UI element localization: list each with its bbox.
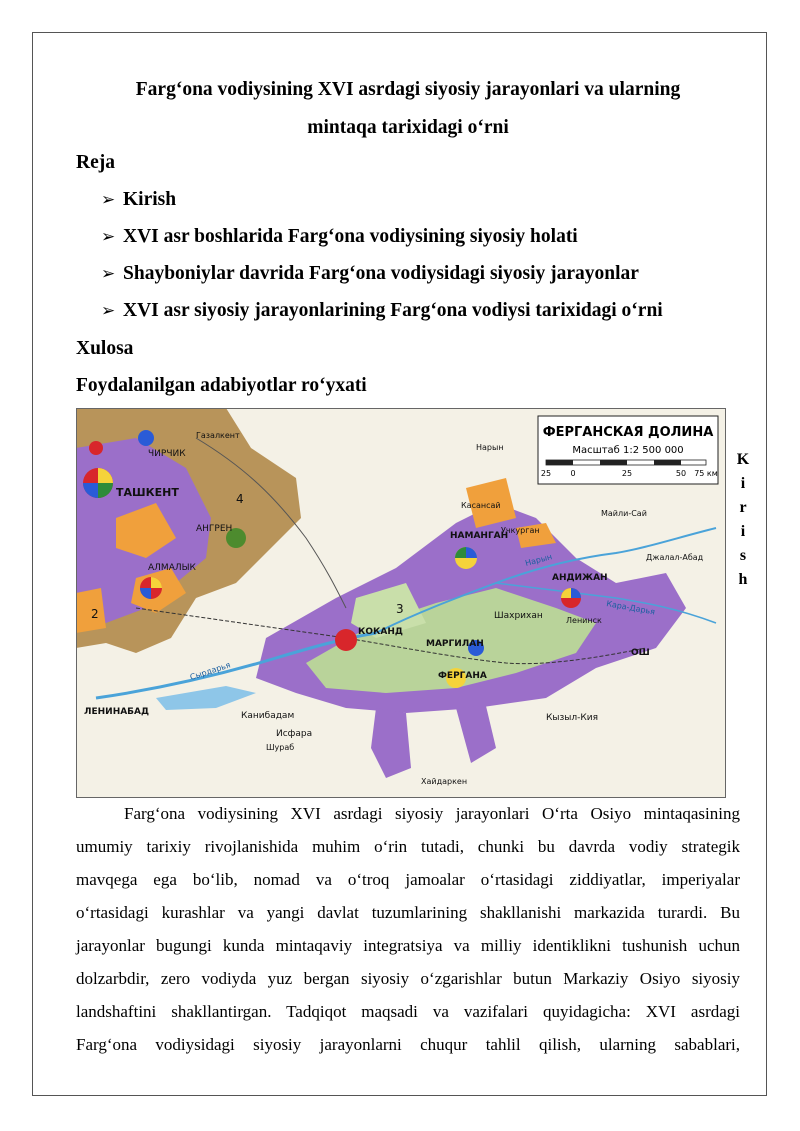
plan-item-intro: [101, 187, 176, 213]
city-marker-namangan: [455, 547, 477, 569]
region-number: 2: [91, 607, 99, 621]
side-letter: s: [739, 547, 747, 564]
scale-tick: 25: [621, 469, 633, 478]
city-label: Кызыл-Кия: [546, 713, 599, 723]
arrow-bullet-icon: ➢: [101, 190, 116, 210]
scale-bar-segment: [654, 460, 681, 465]
plan-item-shaybanid-era: [101, 261, 639, 287]
arrow-bullet-icon: ➢: [101, 301, 116, 321]
city-label: Учкурган: [501, 526, 540, 535]
city-label: ЧИРЧИК: [148, 449, 186, 459]
region-number: 4: [236, 492, 244, 506]
city-marker: [89, 441, 103, 455]
city-label: Канибадам: [241, 711, 295, 721]
scale-tick: 25: [540, 469, 552, 478]
city-label: ТАШКЕНТ: [116, 486, 179, 499]
city-label: АНДИЖАН: [552, 573, 608, 583]
city-marker-andijan: [561, 588, 581, 608]
side-letter: i: [740, 523, 746, 540]
plan-heading: Reja: [76, 152, 115, 173]
paragraph-line: dolzarbdir, zero vodiyda yuz bergan siyosiy o‘zgarishlar butun Markaziy Osiyo siyosiy: [76, 969, 740, 988]
scale-tick: 0: [570, 469, 576, 478]
references-heading: Foydalanilgan adabiyotlar ro‘yxati: [76, 375, 367, 396]
city-label: Шахрихан: [494, 611, 543, 621]
side-heading-letters: [736, 448, 750, 592]
city-label: Касансай: [461, 501, 501, 510]
conclusion-heading: Xulosa: [76, 338, 134, 359]
paragraph-line: jarayonlar bugungi kunda mintaqaviy integratsiya va milliy identiklikni tushunish uchun: [76, 936, 740, 955]
region-number: 3: [396, 602, 404, 616]
paragraph-line: Farg‘ona vodiysidagi siyosiy jarayonlarni chuqur tahlil qilish, ularning sabablari,: [76, 1035, 740, 1054]
paragraph-line: o‘rtasidagi kurashlar va yangi davlat tuzumlarining shakllanishi markazida turardi. Bu: [76, 903, 740, 922]
scale-tick: 75 км: [694, 469, 718, 478]
city-label: Исфара: [276, 729, 313, 739]
arrow-bullet-icon: ➢: [101, 227, 116, 247]
intro-paragraph: [76, 797, 740, 1061]
river-label: Сырдарья: [188, 660, 232, 682]
plan-item-label: XVI asr boshlarida Farg‘ona vodiysining siyosiy holati: [123, 226, 578, 247]
city-marker: [138, 430, 154, 446]
arrow-bullet-icon: ➢: [101, 264, 116, 284]
city-label: Джалал-Абад: [646, 553, 704, 562]
city-label: Шураб: [266, 743, 295, 752]
city-marker-almalyk: [140, 577, 162, 599]
city-label: ЛЕНИНАБАД: [84, 707, 150, 717]
city-marker-kokand: [335, 629, 357, 651]
paragraph-line: landshaftini shakllantirgan. Tadqiqot maqsadi va vazifalari quyidagicha: XVI asrdagi: [76, 1002, 740, 1021]
city-label: Хайдаркен: [421, 777, 468, 786]
side-letter: i: [740, 475, 746, 492]
city-label: МАРГИЛАН: [426, 639, 484, 649]
city-label: ОШ: [631, 648, 650, 658]
city-marker-tashkent: [83, 468, 113, 498]
side-letter: K: [736, 451, 750, 468]
plan-item-label: XVI asr siyosiy jarayonlarining Farg‘ona vodiysi tarixidagi o‘rni: [123, 300, 663, 321]
plan-item-label: Shayboniylar davrida Farg‘ona vodiysidagi siyosiy jarayonlar: [123, 263, 639, 284]
city-label: АНГРЕН: [196, 524, 233, 534]
city-label: Газалкент: [196, 431, 240, 440]
river-label: Нарын: [524, 552, 554, 568]
plan-item-historical-role: [101, 298, 663, 324]
paragraph-line: mavqega ega bo‘lib, nomad va o‘troq jamoalar o‘rtasidagi ziddiyatlar, imperiyalar: [76, 870, 740, 889]
scale-bar-segment: [546, 460, 573, 465]
city-label: Майли-Сай: [601, 509, 647, 518]
paragraph-line: umumiy tarixiy rivojlanishida muhim o‘rin tutadi, chunki bu davrda vodiy strategik: [76, 837, 740, 856]
city-label: НАМАНГАН: [450, 531, 509, 541]
plan-item-political-state: [101, 224, 578, 250]
map-scale-label: Масштаб 1:2 500 000: [572, 445, 684, 456]
city-label: АЛМАЛЫК: [148, 563, 196, 573]
scale-tick: 50: [675, 469, 687, 478]
side-letter: h: [738, 571, 748, 588]
city-label: ФЕРГАНА: [438, 671, 487, 681]
document-title-line-1: Farg‘ona vodiysining XVI asrdagi siyosiy jarayonlari va ularning: [135, 79, 681, 100]
side-letter: r: [739, 499, 747, 516]
paragraph-line: Farg‘ona vodiysining XVI asrdagi siyosiy jarayonlari O‘rta Osiyo mintaqasining: [124, 804, 740, 823]
scale-bar-segment: [600, 460, 627, 465]
city-label: Нарын: [476, 443, 504, 452]
city-label: КОКАНД: [358, 627, 403, 637]
river-label: Кара-Дарья: [605, 599, 656, 617]
document-title-line-2: mintaqa tarixidagi o‘rni: [307, 117, 509, 138]
fergana-valley-map: [76, 408, 726, 798]
map-title: ФЕРГАНСКАЯ ДОЛИНА: [542, 425, 714, 440]
plan-item-label: Kirish: [123, 189, 177, 210]
city-label: Ленинск: [566, 616, 602, 625]
